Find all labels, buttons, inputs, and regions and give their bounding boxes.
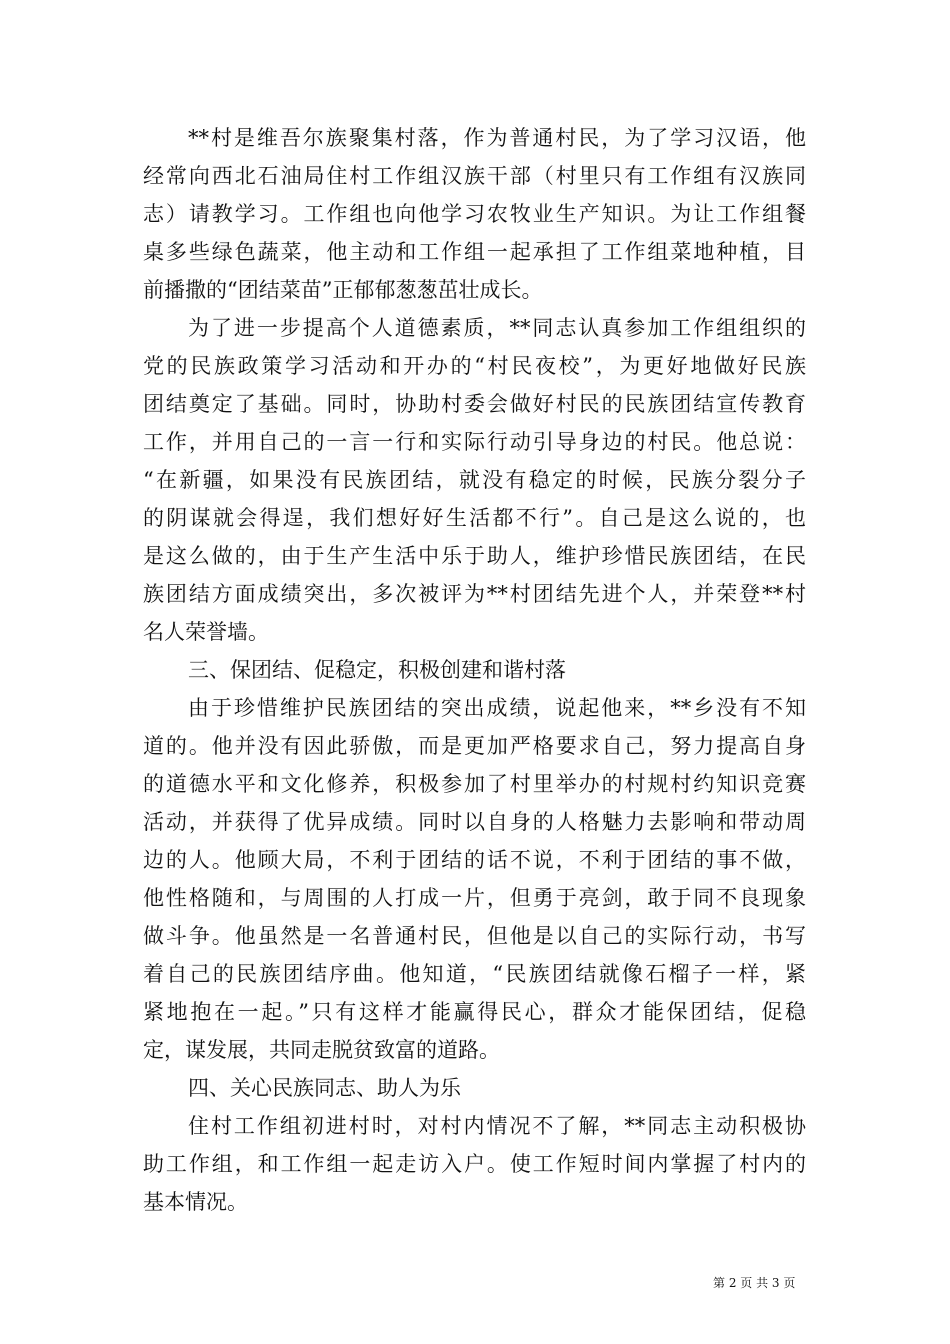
paragraph-line: 他性格随和，与周围的人打成一片，但勇于亮剑，敢于同不良现象 bbox=[143, 886, 806, 910]
paragraph-line: 着自己的民族团结序曲。他知道，“民族团结就像石榴子一样，紧 bbox=[143, 962, 806, 986]
page-number-footer: 第 2 页 共 3 页 bbox=[713, 1276, 796, 1290]
paragraph-line: 为了进一步提高个人道德素质，**同志认真参加工作组组织的 bbox=[188, 316, 806, 340]
paragraph-line: 桌多些绿色蔬菜，他主动和工作组一起承担了工作组菜地种植，目 bbox=[143, 240, 806, 264]
paragraph-line: 紧地抱在一起。”只有这样才能赢得民心，群众才能保团结，促稳 bbox=[143, 1000, 806, 1024]
paragraph-line: 助工作组，和工作组一起走访入户。使工作短时间内掌握了村内的 bbox=[143, 1152, 806, 1176]
paragraph-line: 经常向西北石油局住村工作组汉族干部（村里只有工作组有汉族同 bbox=[143, 164, 806, 188]
section-heading: 四、关心民族同志、助人为乐 bbox=[188, 1076, 461, 1100]
paragraph-line: “在新疆，如果没有民族团结，就没有稳定的时候，民族分裂分子 bbox=[143, 468, 806, 492]
paragraph-line: 工作，并用自己的一言一行和实际行动引导身边的村民。他总说： bbox=[143, 430, 806, 454]
paragraph-line: 的阴谋就会得逞，我们想好好生活都不行”。自己是这么说的，也 bbox=[143, 506, 806, 530]
paragraph-line: 基本情况。 bbox=[143, 1190, 248, 1214]
paragraph-line: 党的民族政策学习活动和开办的“村民夜校”，为更好地做好民族 bbox=[143, 354, 806, 378]
paragraph-line: 定，谋发展，共同走脱贫致富的道路。 bbox=[143, 1038, 500, 1062]
paragraph-line: 志）请教学习。工作组也向他学习农牧业生产知识。为让工作组餐 bbox=[143, 202, 806, 226]
paragraph-line: 是这么做的，由于生产生活中乐于助人，维护珍惜民族团结，在民 bbox=[143, 544, 806, 568]
paragraph-line: 住村工作组初进村时，对村内情况不了解，**同志主动积极协 bbox=[188, 1114, 806, 1138]
paragraph-line: 名人荣誉墙。 bbox=[143, 620, 269, 644]
paragraph-line: 活动，并获得了优异成绩。同时以自身的人格魅力去影响和带动周 bbox=[143, 810, 806, 834]
paragraph-line: 做斗争。他虽然是一名普通村民，但他是以自己的实际行动，书写 bbox=[143, 924, 806, 948]
paragraph-line: 前播撒的“团结菜苗”正郁郁葱葱茁壮成长。 bbox=[143, 278, 543, 302]
paragraph-line: 边的人。他顾大局，不利于团结的话不说，不利于团结的事不做， bbox=[143, 848, 806, 872]
paragraph-line: 族团结方面成绩突出，多次被评为**村团结先进个人，并荣登**村 bbox=[143, 582, 806, 606]
paragraph-line: **村是维吾尔族聚集村落，作为普通村民，为了学习汉语，他 bbox=[188, 126, 806, 150]
paragraph-line: 的道德水平和文化修养，积极参加了村里举办的村规村约知识竞赛 bbox=[143, 772, 806, 796]
section-heading: 三、保团结、促稳定，积极创建和谐村落 bbox=[188, 658, 566, 682]
paragraph-line: 由于珍惜维护民族团结的突出成绩，说起他来，**乡没有不知 bbox=[188, 696, 806, 720]
paragraph-line: 道的。他并没有因此骄傲，而是更加严格要求自己，努力提高自身 bbox=[143, 734, 806, 758]
paragraph-line: 团结奠定了基础。同时，协助村委会做好村民的民族团结宣传教育 bbox=[143, 392, 806, 416]
